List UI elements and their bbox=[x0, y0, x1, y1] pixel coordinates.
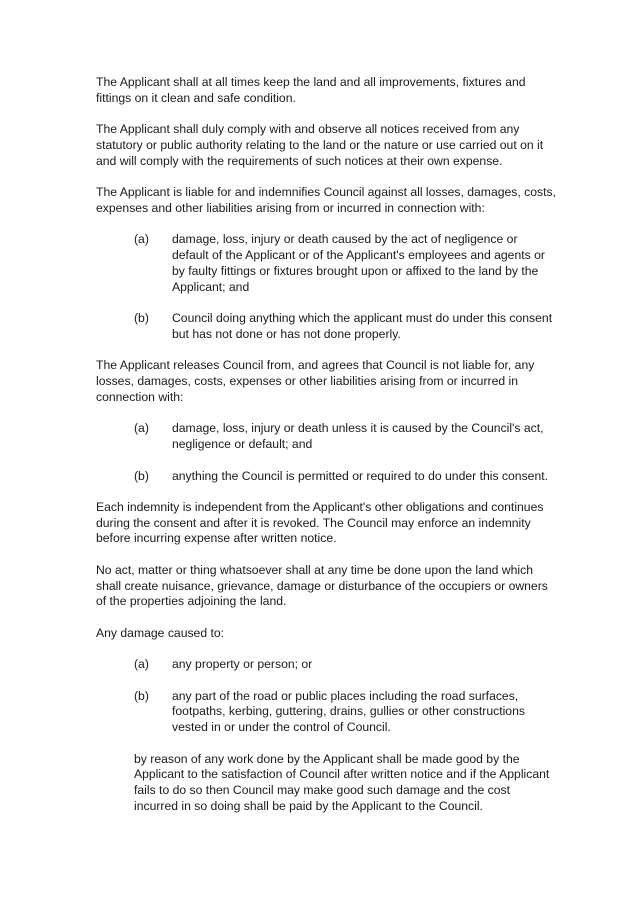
list-item-text: damage, loss, injury or death caused by the act of negligence or default of the Applicant or of the Applicant's employees and agents or by faulty fittings or fixtures brought upon or affixed to the land by the Applicant; and bbox=[172, 232, 545, 294]
list-item bbox=[96, 421, 556, 453]
list-marker: (b) bbox=[134, 468, 149, 483]
list-item bbox=[96, 689, 556, 736]
list-item-text: any property or person; or bbox=[172, 657, 313, 672]
list-item-text: any part of the road or public places including the road surfaces, footpaths, kerbing, guttering, drains, gullies or other constructions vested in or under the control of Council. bbox=[172, 688, 525, 735]
list-marker: (b) bbox=[134, 688, 149, 703]
list-item-text: Council doing anything which the applicant must do under this consent but has not done or has not done properly. bbox=[172, 311, 553, 341]
document-page bbox=[96, 75, 556, 815]
list-item-text: anything the Council is permitted or required to do under this consent. bbox=[172, 468, 548, 483]
list-marker: (a) bbox=[134, 657, 149, 672]
paragraph-clean-condition: The Applicant shall at all times keep the land and all improvements, fixtures and fittings on it clean and safe condition. bbox=[96, 75, 526, 105]
damage-list bbox=[96, 657, 556, 736]
paragraph-nuisance: No act, matter or thing whatsoever shall at any time be done upon the land which shall create nuisance, grievance, damage or disturbance of the occupiers or owners of the properties adjoining the land. bbox=[96, 562, 548, 609]
paragraph-indemnity-independent: Each indemnity is independent from the Applicant's other obligations and continues during the consent and after it is revoked. The Council may enforce an indemnity before incurring expense after written notice. bbox=[96, 499, 544, 546]
paragraph-notices-compliance: The Applicant shall duly comply with and observe all notices received from any statutory or public authority relating to the land or the nature or use carried out on it and will comply with the requirements of such notices at their own expense. bbox=[96, 122, 544, 168]
paragraph-indemnity-intro: The Applicant is liable for and indemnifies Council against all losses, damages, costs, expenses and other liabilities arising from or incurred in connection with: bbox=[96, 185, 556, 215]
paragraph-damage-intro: Any damage caused to: bbox=[96, 625, 225, 640]
list-marker: (a) bbox=[134, 232, 149, 247]
list-item bbox=[96, 311, 556, 343]
paragraph-make-good: by reason of any work done by the Applicant shall be made good by the Applicant to the satisfaction of Council after written notice and if the Applicant fails to do so then Council may make good such damage and the cost incurred in so doing shall be paid by the Applicant to the Council. bbox=[134, 751, 550, 814]
list-item bbox=[96, 469, 556, 485]
list-item bbox=[96, 232, 556, 295]
paragraph-release-intro: The Applicant releases Council from, and agrees that Council is not liable for, any losses, damages, costs, expenses or other liabilities arising from or incurred in connection with: bbox=[96, 358, 535, 404]
list-item-text: damage, loss, injury or death unless it is caused by the Council's act, negligence or default; and bbox=[172, 421, 544, 452]
indemnity-list bbox=[96, 232, 556, 342]
list-item bbox=[96, 657, 556, 673]
release-list bbox=[96, 421, 556, 484]
list-marker: (b) bbox=[134, 311, 149, 326]
list-marker: (a) bbox=[134, 421, 149, 436]
